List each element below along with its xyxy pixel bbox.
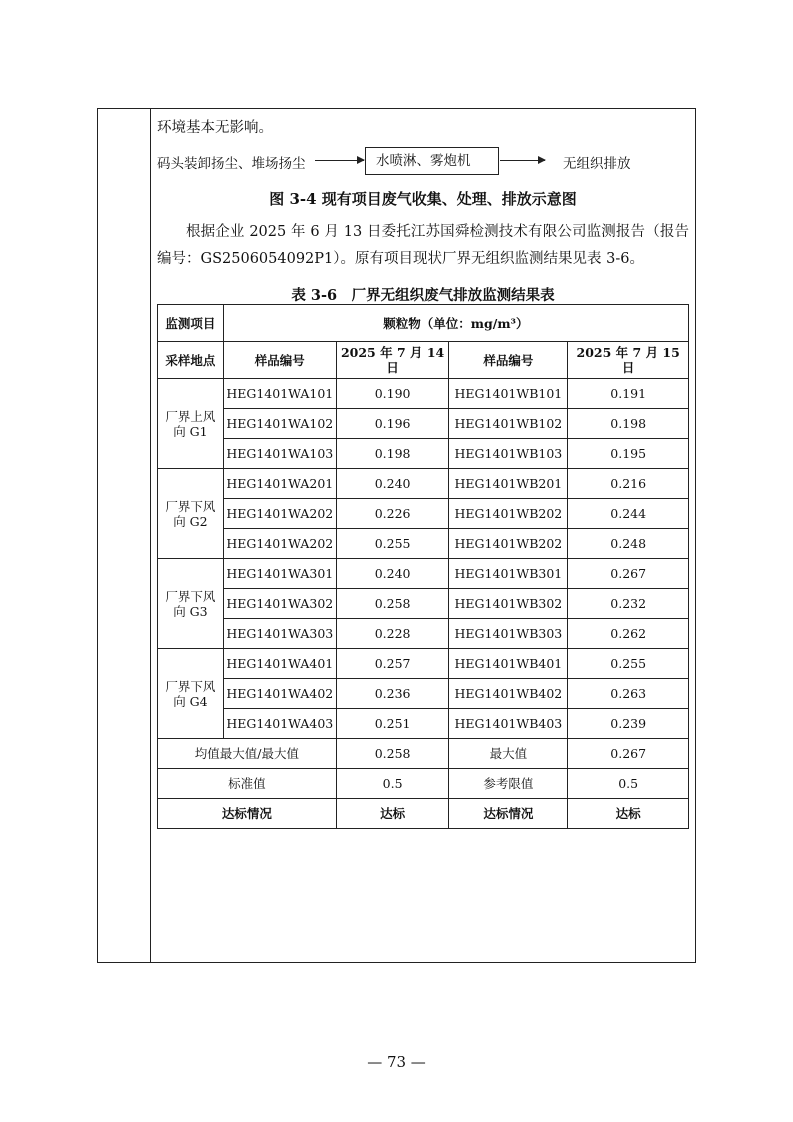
sample-id-cell: HEG1401WA301 — [223, 559, 336, 589]
sample-id-cell: HEG1401WB201 — [449, 469, 568, 499]
value-cell: 0.239 — [568, 709, 689, 739]
sample-id-cell: HEG1401WB302 — [449, 589, 568, 619]
site-cell: 厂界下风向 G3 — [158, 559, 224, 649]
value-cell: 0.190 — [336, 379, 449, 409]
sample-id-cell: HEG1401WB401 — [449, 649, 568, 679]
sample-id-cell: HEG1401WA202 — [223, 529, 336, 559]
item-label-cell: 监测项目 — [158, 305, 224, 342]
value-cell: 0.198 — [336, 439, 449, 469]
sample-id-cell: HEG1401WB102 — [449, 409, 568, 439]
table-row — [158, 469, 689, 499]
sample-id-cell: HEG1401WA101 — [223, 379, 336, 409]
value-cell: 0.228 — [336, 619, 449, 649]
flow-arrow-1 — [315, 160, 364, 161]
table-row — [158, 379, 689, 409]
value-cell: 0.232 — [568, 589, 689, 619]
flow-treatment-box: 水喷淋、雾炮机 — [365, 147, 499, 175]
summary-value-cell: 0.267 — [568, 739, 689, 769]
monitoring-table — [157, 304, 689, 829]
sample-id-cell: HEG1401WB403 — [449, 709, 568, 739]
sample-id-cell: HEG1401WA202 — [223, 499, 336, 529]
table-row — [158, 649, 689, 679]
value-cell: 0.262 — [568, 619, 689, 649]
sample-id-cell: HEG1401WB103 — [449, 439, 568, 469]
value-cell: 0.248 — [568, 529, 689, 559]
summary-label-cell: 均值最大值/最大值 — [158, 739, 337, 769]
sample-id-cell: HEG1401WA302 — [223, 589, 336, 619]
report-paragraph: 根据企业 2025 年 6 月 13 日委托江苏国舜检测技术有限公司监测报告（报告编号：GS2506054092P1）。原有项目现状厂界无组织监测结果见表 3-6。 — [157, 224, 689, 267]
summary-label-cell: 达标情况 — [449, 799, 568, 829]
sample-id-cell: HEG1401WA103 — [223, 439, 336, 469]
header-cell: 2025 年 7 月 14 日 — [336, 342, 449, 379]
summary-label-cell: 标准值 — [158, 769, 337, 799]
value-cell: 0.236 — [336, 679, 449, 709]
value-cell: 0.198 — [568, 409, 689, 439]
summary-row — [158, 769, 689, 799]
summary-value-cell: 0.5 — [568, 769, 689, 799]
sample-id-cell: HEG1401WA303 — [223, 619, 336, 649]
value-cell: 0.244 — [568, 499, 689, 529]
flow-arrow-2 — [500, 160, 545, 161]
summary-value-cell: 0.5 — [336, 769, 449, 799]
intro-text: 环境基本无影响。 — [157, 120, 273, 136]
value-cell: 0.195 — [568, 439, 689, 469]
table-row — [158, 709, 689, 739]
summary-row — [158, 739, 689, 769]
value-cell: 0.240 — [336, 469, 449, 499]
frame-divider — [150, 108, 151, 963]
sample-id-cell: HEG1401WB101 — [449, 379, 568, 409]
sample-id-cell: HEG1401WB202 — [449, 529, 568, 559]
header-cell: 样品编号 — [223, 342, 336, 379]
summary-value-cell: 0.258 — [336, 739, 449, 769]
summary-label-cell: 参考限值 — [449, 769, 568, 799]
table-row — [158, 619, 689, 649]
site-cell: 厂界下风向 G4 — [158, 649, 224, 739]
value-cell: 0.240 — [336, 559, 449, 589]
summary-label-cell: 最大值 — [449, 739, 568, 769]
header-cell: 2025 年 7 月 15 日 — [568, 342, 689, 379]
site-label-cell: 采样地点 — [158, 342, 224, 379]
value-cell: 0.196 — [336, 409, 449, 439]
sample-id-cell: HEG1401WA201 — [223, 469, 336, 499]
table-row — [158, 559, 689, 589]
sample-id-cell: HEG1401WA402 — [223, 679, 336, 709]
sample-id-cell: HEG1401WA401 — [223, 649, 336, 679]
sample-id-cell: HEG1401WB202 — [449, 499, 568, 529]
figure-title: 图 3-4 现有项目废气收集、处理、排放示意图 — [269, 190, 577, 208]
flow-output-label: 无组织排放 — [563, 156, 631, 172]
sample-id-cell: HEG1401WB303 — [449, 619, 568, 649]
site-cell: 厂界下风向 G2 — [158, 469, 224, 559]
summary-value-cell: 达标 — [568, 799, 689, 829]
sample-id-cell: HEG1401WB402 — [449, 679, 568, 709]
value-cell: 0.251 — [336, 709, 449, 739]
table-row — [158, 499, 689, 529]
table-row — [158, 409, 689, 439]
value-cell: 0.255 — [568, 649, 689, 679]
value-cell: 0.257 — [336, 649, 449, 679]
summary-value-cell: 达标 — [336, 799, 449, 829]
summary-label-cell: 达标情况 — [158, 799, 337, 829]
sample-id-cell: HEG1401WA403 — [223, 709, 336, 739]
table-header-row — [158, 305, 689, 342]
value-cell: 0.226 — [336, 499, 449, 529]
value-cell: 0.216 — [568, 469, 689, 499]
table-title: 表 3-6 厂界无组织废气排放监测结果表 — [291, 287, 555, 304]
value-cell: 0.255 — [336, 529, 449, 559]
table-header-row — [158, 342, 689, 379]
sample-id-cell: HEG1401WB301 — [449, 559, 568, 589]
page-number: — 73 — — [367, 1053, 426, 1071]
value-cell: 0.263 — [568, 679, 689, 709]
table-row — [158, 589, 689, 619]
value-cell: 0.191 — [568, 379, 689, 409]
header-cell: 样品编号 — [449, 342, 568, 379]
table-row — [158, 529, 689, 559]
table-row — [158, 439, 689, 469]
item-value-cell: 颗粒物（单位：mg/m³） — [223, 305, 688, 342]
site-cell: 厂界上风向 G1 — [158, 379, 224, 469]
summary-row — [158, 799, 689, 829]
flow-source-label: 码头装卸扬尘、堆场扬尘 — [157, 156, 306, 172]
value-cell: 0.258 — [336, 589, 449, 619]
sample-id-cell: HEG1401WA102 — [223, 409, 336, 439]
value-cell: 0.267 — [568, 559, 689, 589]
table-row — [158, 679, 689, 709]
